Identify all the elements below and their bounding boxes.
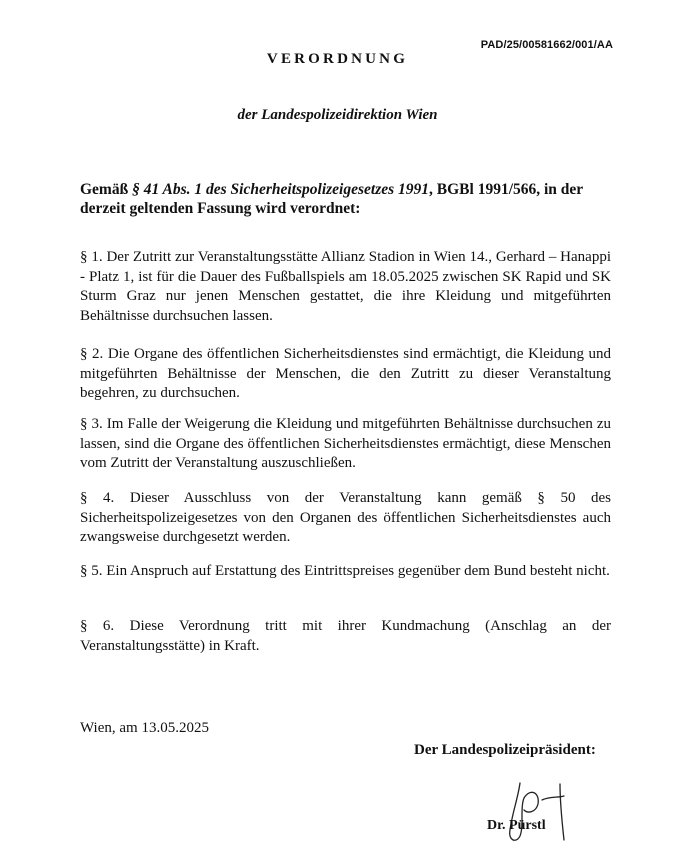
paragraph-5: § 5. Ein Anspruch auf Erstattung des Eintrittspreises gegenüber dem Bund besteht nicht. [80, 563, 610, 579]
preamble-suffix: , BGBl 1991/566, in der derzeit geltenden Fassung wird verordnet: [80, 181, 583, 217]
place-and-date: Wien, am 13.05.2025 [80, 720, 209, 736]
paragraph-3: § 3. Im Falle der Weigerung die Kleidung und mitgeführten Behältnisse durchsuchen zu lassen, sind die Organe des öffentlichen Sicherheitsdienstes ermächtigt, diese Menschen vom Zutritt der Veranstaltung auszuschließen. [80, 416, 611, 471]
handwritten-signature [498, 778, 578, 848]
paragraph-1: § 1. Der Zutritt zur Veranstaltungsstätte Allianz Stadion in Wien 14., Gerhard – Hanappi - Platz 1, ist für die Dauer des Fußballspiels am 18.05.2025 zwischen SK Rapid und SK Sturm Graz nur jenen Menschen gestattet, die ihre Kleidung und mitgeführten Behältnisse durchsuchen lassen. [80, 249, 611, 324]
issuing-authority: der Landespolizeidirektion Wien [237, 107, 438, 123]
reference-number: PAD/25/00581662/001/AA [480, 39, 613, 51]
preamble-prefix: Gemäß [80, 181, 133, 198]
paragraph-2: § 2. Die Organe des öffentlichen Sicherheitsdienstes sind ermächtigt, die Kleidung und mitgeführten Behältnisse der Menschen, die den Zutritt zu dieser Veranstaltung begehren, zu durchsuchen. [80, 346, 611, 401]
law-citation: § 41 Abs. 1 des Sicherheitspolizeigesetzes 1991 [132, 181, 430, 198]
preamble [80, 180, 620, 218]
paragraph-6: § 6. Diese Verordnung tritt mit ihrer Kundmachung (Anschlag an der Veranstaltungsstätte) in Kraft. [80, 618, 611, 654]
signer-name: Dr. Pürstl [487, 818, 546, 833]
signer-title: Der Landespolizeipräsident: [414, 742, 596, 758]
document-title: VERORDNUNG [266, 51, 409, 67]
paragraph-4: § 4. Dieser Ausschluss von der Veranstaltung kann gemäß § 50 des Sicherheitspolizeigesetzes von den Organen des öffentlichen Sicherheitsdienstes auch zwangsweise durchgesetzt werden. [80, 490, 611, 545]
